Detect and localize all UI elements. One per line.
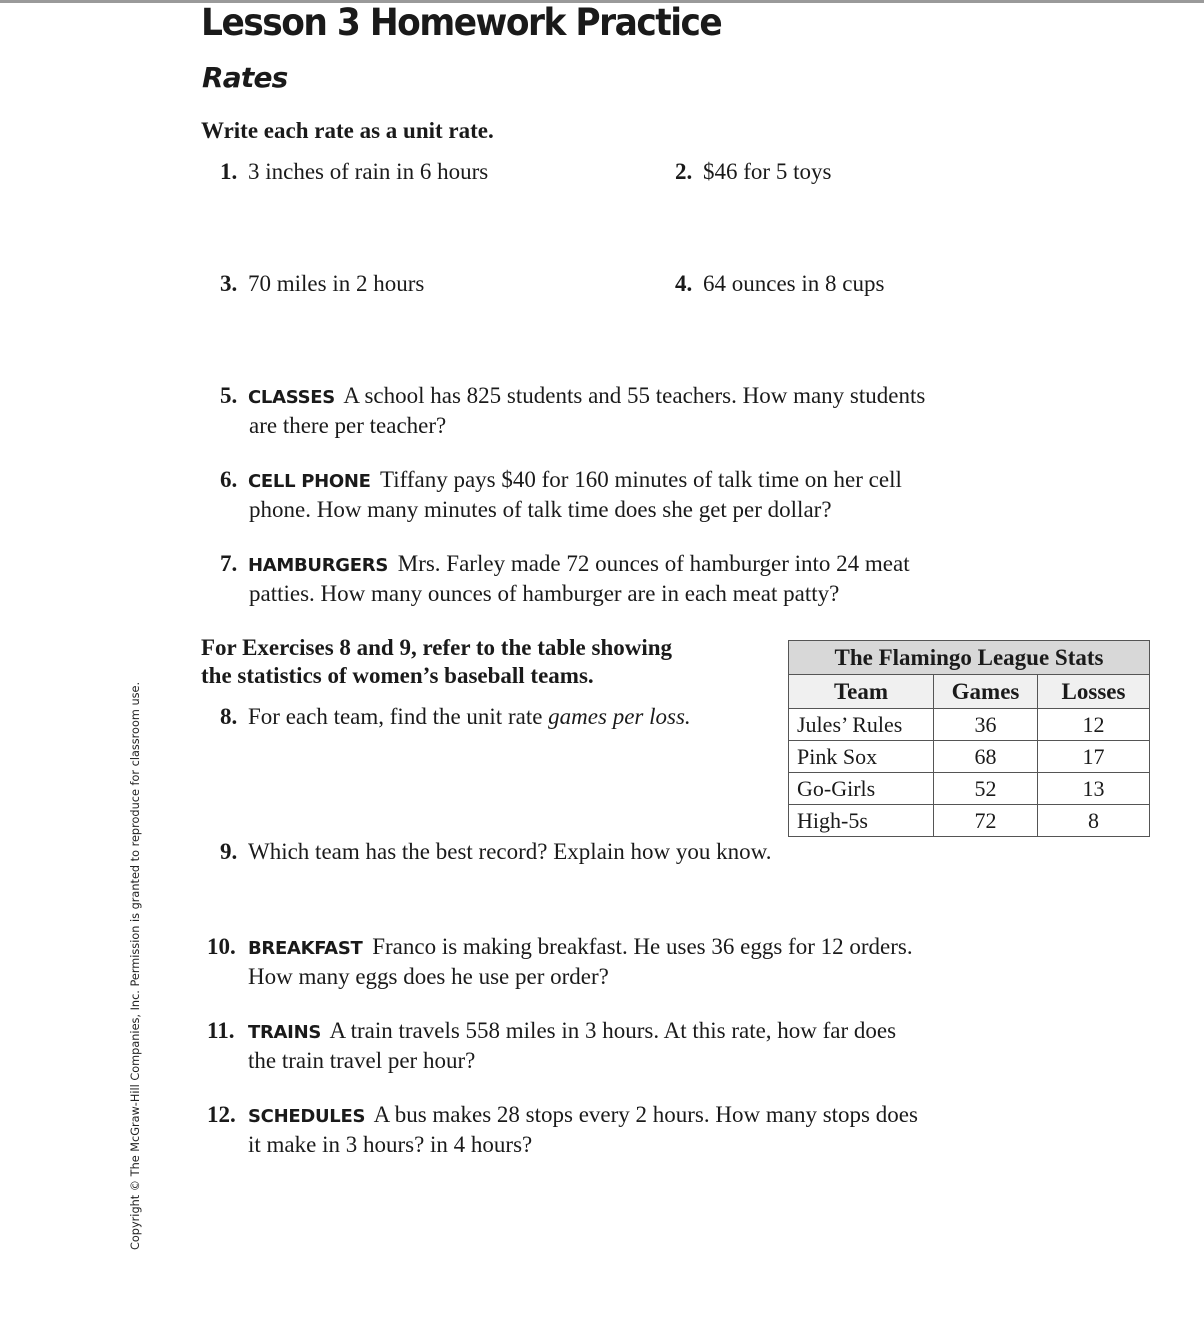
table-cell-games: 36	[934, 709, 1038, 741]
exercise-text-line2: the train travel per hour?	[248, 1048, 476, 1073]
exercise-number: 11.	[207, 1018, 235, 1043]
table-row	[789, 805, 1150, 837]
exercise-text-line1: A school has 825 students and 55 teachers. How many students	[343, 383, 926, 408]
exercise-text: For each team, find the unit rate	[248, 704, 543, 729]
exercise-8	[220, 703, 691, 731]
exercise-category: TRAINS	[248, 1022, 321, 1043]
table-caption: The Flamingo League Stats	[789, 641, 1150, 675]
table-row	[789, 741, 1150, 773]
flamingo-league-table	[788, 640, 1150, 837]
exercise-5	[220, 382, 925, 440]
page-title: Lesson 3 Homework Practice	[201, 1, 722, 44]
reference-line1: For Exercises 8 and 9, refer to the table showing	[201, 635, 673, 660]
table-cell-losses: 13	[1038, 773, 1150, 805]
exercise-9	[220, 838, 772, 866]
exercise-number: 3.	[220, 271, 238, 296]
table-reference-text	[201, 634, 672, 690]
exercise-number: 10.	[207, 934, 236, 959]
exercise-6	[220, 466, 902, 524]
exercise-text-line2: it make in 3 hours? in 4 hours?	[248, 1132, 533, 1157]
table-cell-games: 68	[934, 741, 1038, 773]
exercise-1	[220, 158, 488, 186]
reference-line2: the statistics of women’s baseball teams.	[201, 663, 594, 688]
exercise-number: 12.	[207, 1102, 236, 1127]
table-cell-team: Jules’ Rules	[789, 709, 934, 741]
exercise-category: HAMBURGERS	[248, 555, 388, 576]
exercise-text-line1: Tiffany pays $40 for 160 minutes of talk time on her cell	[379, 467, 902, 492]
exercise-text-line2: are there per teacher?	[249, 413, 447, 438]
exercise-category: BREAKFAST	[248, 938, 363, 959]
exercise-number: 7.	[220, 551, 238, 576]
instruction-text: Write each rate as a unit rate.	[201, 118, 494, 143]
exercise-text: 3 inches of rain in 6 hours	[248, 159, 489, 184]
table-cell-team: Go-Girls	[789, 773, 934, 805]
exercise-text-italic: games per loss.	[548, 704, 691, 729]
exercise-10	[207, 933, 913, 991]
exercise-number: 5.	[220, 383, 238, 408]
table-header-losses: Losses	[1038, 675, 1150, 709]
exercise-2	[675, 158, 831, 186]
exercise-category: CELL PHONE	[248, 471, 371, 492]
table-cell-losses: 12	[1038, 709, 1150, 741]
table-header-games: Games	[934, 675, 1038, 709]
exercise-text: 70 miles in 2 hours	[248, 271, 425, 296]
exercise-category: SCHEDULES	[248, 1106, 366, 1127]
exercise-number: 4.	[675, 271, 693, 296]
exercise-number: 6.	[220, 467, 238, 492]
exercise-text-line1: Franco is making breakfast. He uses 36 eggs for 12 orders.	[372, 934, 913, 959]
exercise-3	[220, 270, 424, 298]
exercise-text-line2: How many eggs does he use per order?	[248, 964, 609, 989]
exercise-11	[207, 1017, 896, 1075]
exercise-4	[675, 270, 884, 298]
table-header-team: Team	[789, 675, 934, 709]
exercise-text-line1: A train travels 558 miles in 3 hours. At this rate, how far does	[329, 1018, 897, 1043]
exercise-text: Which team has the best record? Explain how you know.	[248, 839, 772, 864]
exercise-number: 9.	[220, 839, 238, 864]
exercise-number: 2.	[675, 159, 693, 184]
table-cell-team: High-5s	[789, 805, 934, 837]
table-cell-games: 72	[934, 805, 1038, 837]
exercise-category: CLASSES	[248, 387, 335, 408]
exercise-text-line1: Mrs. Farley made 72 ounces of hamburger into 24 meat	[397, 551, 910, 576]
table-row	[789, 709, 1150, 741]
exercise-number: 8.	[220, 704, 238, 729]
exercise-text-line2: patties. How many ounces of hamburger are in each meat patty?	[249, 581, 840, 606]
exercise-text-line1: A bus makes 28 stops every 2 hours. How many stops does	[373, 1102, 918, 1127]
table-row	[789, 773, 1150, 805]
exercise-12	[207, 1101, 918, 1159]
page-subtitle: Rates	[202, 61, 288, 94]
exercise-7	[220, 550, 910, 608]
table-cell-team: Pink Sox	[789, 741, 934, 773]
exercise-text: $46 for 5 toys	[703, 159, 832, 184]
exercise-number: 1.	[220, 159, 238, 184]
exercise-text: 64 ounces in 8 cups	[703, 271, 885, 296]
table-cell-games: 52	[934, 773, 1038, 805]
exercise-text-line2: phone. How many minutes of talk time does she get per dollar?	[249, 497, 832, 522]
copyright-notice: Copyright © The McGraw-Hill Companies, Inc. Permission is granted to reproduce for classroom use.	[129, 681, 142, 1250]
table-cell-losses: 17	[1038, 741, 1150, 773]
table-cell-losses: 8	[1038, 805, 1150, 837]
